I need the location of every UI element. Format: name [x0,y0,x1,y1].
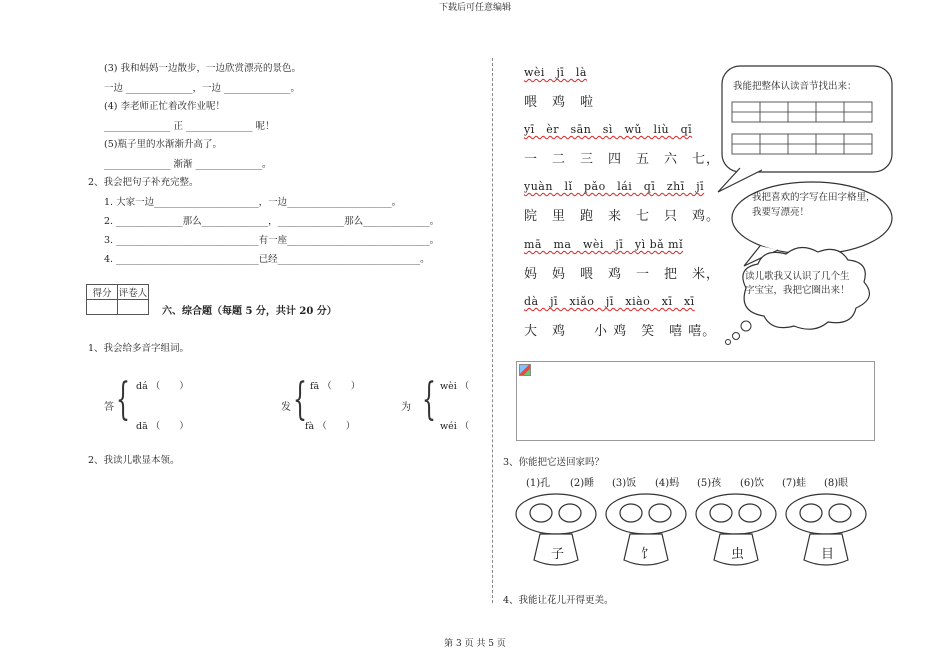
thought-dot-icon [733,333,740,340]
grader-label: 评卷人 [118,285,149,300]
item-4-fill[interactable]: ______________ 正 ______________ 呢！ [104,121,275,132]
item-3-fill[interactable]: 一边 ______________，一边 ______________。 [104,83,301,94]
q2b-title: 2、我读儿歌显本领。 [88,455,180,466]
mushroom-4-char[interactable]: 目 [821,547,835,562]
mushroom-houses [510,488,890,578]
thought-dot-icon [741,321,751,331]
bubble-2-text: 我把喜欢的字写在田字格里，我要写漂亮！ [752,192,876,218]
mushroom-3-char[interactable]: 虫 [731,547,745,562]
brace-icon: { [293,374,307,425]
page-footer: 第 3 页 共 5 页 [444,639,506,649]
mushroom-2-char[interactable]: 饣 [641,547,655,562]
column-divider [492,58,493,603]
image-placeholder [516,361,875,441]
item-5-label: (5)瓶子里的水渐渐升高了。 [104,139,222,150]
page-header: 下载后可任意编辑 [438,3,511,13]
poly-char-da: 答 [104,402,114,413]
q3-option-5[interactable]: (5)孩 [697,478,722,489]
poly-da-1[interactable]: dá （ ） [136,381,189,392]
song-pinyin-1: wèi jī là [524,66,587,79]
song-pinyin-4: mā ma wèi jī yì bǎ mǐ [524,238,684,251]
q3-option-6[interactable]: (6)饮 [740,478,765,489]
poly-wei-2[interactable]: wéi （ [440,421,470,432]
q2-line-2[interactable]: 2. ______________那么______________，______________那么______________。 [104,216,440,227]
q3-title: 3、你能把它送回家吗？ [503,457,605,468]
score-cell[interactable] [87,300,118,315]
song-pinyin-2: yī èr sān sì wǔ liù qī [524,123,693,136]
item-5-fill[interactable]: ______________ 渐渐 ______________。 [104,159,272,170]
q1-title: 1、我会给多音字组词。 [88,343,190,354]
q3-option-7[interactable]: (7)蛙 [782,478,807,489]
q3-option-4[interactable]: (4)蚂 [655,478,680,489]
score-label: 得分 [87,285,118,300]
song-pinyin-5: dà jī xiǎo jī xiào xī xī [524,295,695,308]
poly-char-wei: 为 [401,402,411,413]
q2-title: 2、我会把句子补充完整。 [88,177,199,188]
song-hanzi-2: 一 二 三 四 五 六 七， [524,152,721,167]
poly-fa-1[interactable]: fā （ ） [310,381,361,392]
poly-char-fa: 发 [281,402,291,413]
bubble-3-text: 读儿歌我又认识了几个生字宝宝，我把它圈出来！ [745,271,850,296]
grader-cell[interactable] [118,300,149,315]
song-hanzi-4: 妈 妈 喂 鸡 一 把 米， [524,267,721,282]
score-table [86,284,149,315]
broken-image-icon [519,364,531,376]
thought-dot-icon [726,340,731,345]
bubble-1-tail [718,168,762,192]
mushroom-1-char[interactable]: 子 [551,547,565,562]
brace-icon: { [422,374,436,425]
item-4-label: (4) 李老师正忙着改作业呢！ [104,101,225,112]
q2-line-1[interactable]: 1. 大家一边______________________，一边______________________。 [104,197,402,208]
bubble-1-text: 我能把整体认读音节找出来： [733,81,857,92]
song-hanzi-3: 院 里 跑 来 七 只 鸡。 [524,209,721,224]
poly-fa-2[interactable]: fà （ ） [305,421,356,432]
q2-line-4[interactable]: 4. ______________________________已经______________________________。 [104,254,430,265]
song-hanzi-1: 喂 鸡 啦 [524,95,595,110]
song-pinyin-3: yuàn lǐ pǎo lái qī zhī jī [524,180,705,193]
q3-option-8[interactable]: (8)眼 [824,478,849,489]
poly-wei-1[interactable]: wèi （ [440,381,470,392]
q4-title: 4、我能让花儿开得更美。 [503,595,614,606]
brace-icon: { [116,374,130,425]
q3-option-1[interactable]: (1)孔 [526,478,551,489]
poly-da-2[interactable]: dā （ ） [136,421,189,432]
item-3-label: (3) 我和妈妈一边散步，一边欣赏漂亮的景色。 [104,63,301,74]
q2-line-3[interactable]: 3. ______________________________有一座______________________________。 [104,235,440,246]
q3-option-2[interactable]: (2)睡 [570,478,595,489]
section-title: 六、综合题（每题 5 分，共计 20 分） [162,306,337,317]
song-hanzi-5: 大 鸡 小 鸡 笑 嘻 嘻。 [524,324,717,339]
q3-option-3[interactable]: (3)饭 [612,478,637,489]
